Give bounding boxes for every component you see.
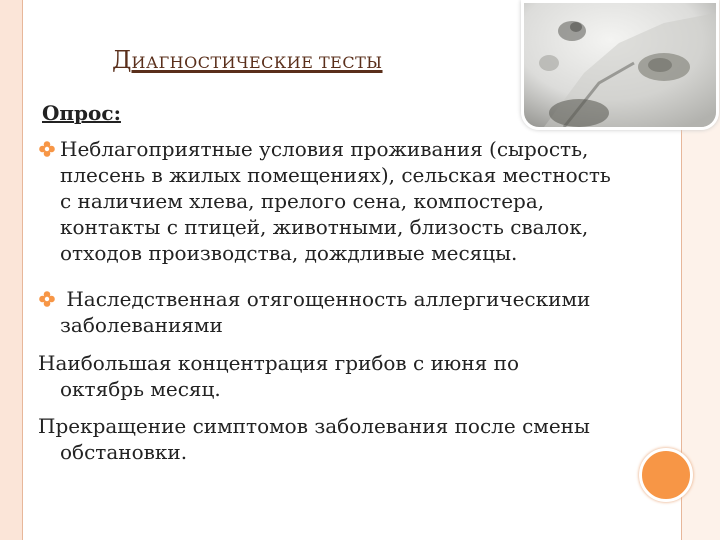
slide-title	[112, 38, 383, 76]
text-line: с наличием хлева, прелого сена, компостера,	[60, 189, 545, 213]
text-line: контакты с птицей, животными, близость свалок,	[60, 215, 589, 239]
title-first-letter: Д	[112, 46, 132, 74]
text-line: Неблагоприятные условия проживания (сырость,	[60, 137, 589, 161]
text-line: заболеваниями	[60, 313, 223, 337]
left-decor-band	[0, 0, 22, 540]
bullet-living-conditions	[38, 136, 658, 266]
subheading-survey: Опрос:	[42, 101, 121, 125]
text-line: Наибольшая концентрация грибов с июня по	[38, 351, 520, 375]
title-rest: ИАГНОСТИЧЕСКИЕ ТЕСТЫ	[131, 53, 383, 72]
paragraph-symptom-cessation	[38, 413, 658, 465]
text-line: Наследственная отягощенность аллергическими	[60, 287, 591, 311]
text-line: обстановки.	[60, 440, 188, 464]
bullet-heredity	[38, 286, 658, 338]
text-line: Прекращение симптомов заболевания после смены	[38, 414, 590, 438]
mold-wall-image	[524, 3, 716, 127]
left-decor-line	[22, 0, 23, 540]
paragraph-peak-concentration	[38, 350, 658, 402]
text-line: плесень в жилых помещениях), сельская местность	[60, 163, 611, 187]
text-line: отходов производства, дождливые месяцы.	[60, 241, 518, 265]
text-line: октябрь месяц.	[60, 377, 221, 401]
mold-photo	[521, 0, 719, 130]
